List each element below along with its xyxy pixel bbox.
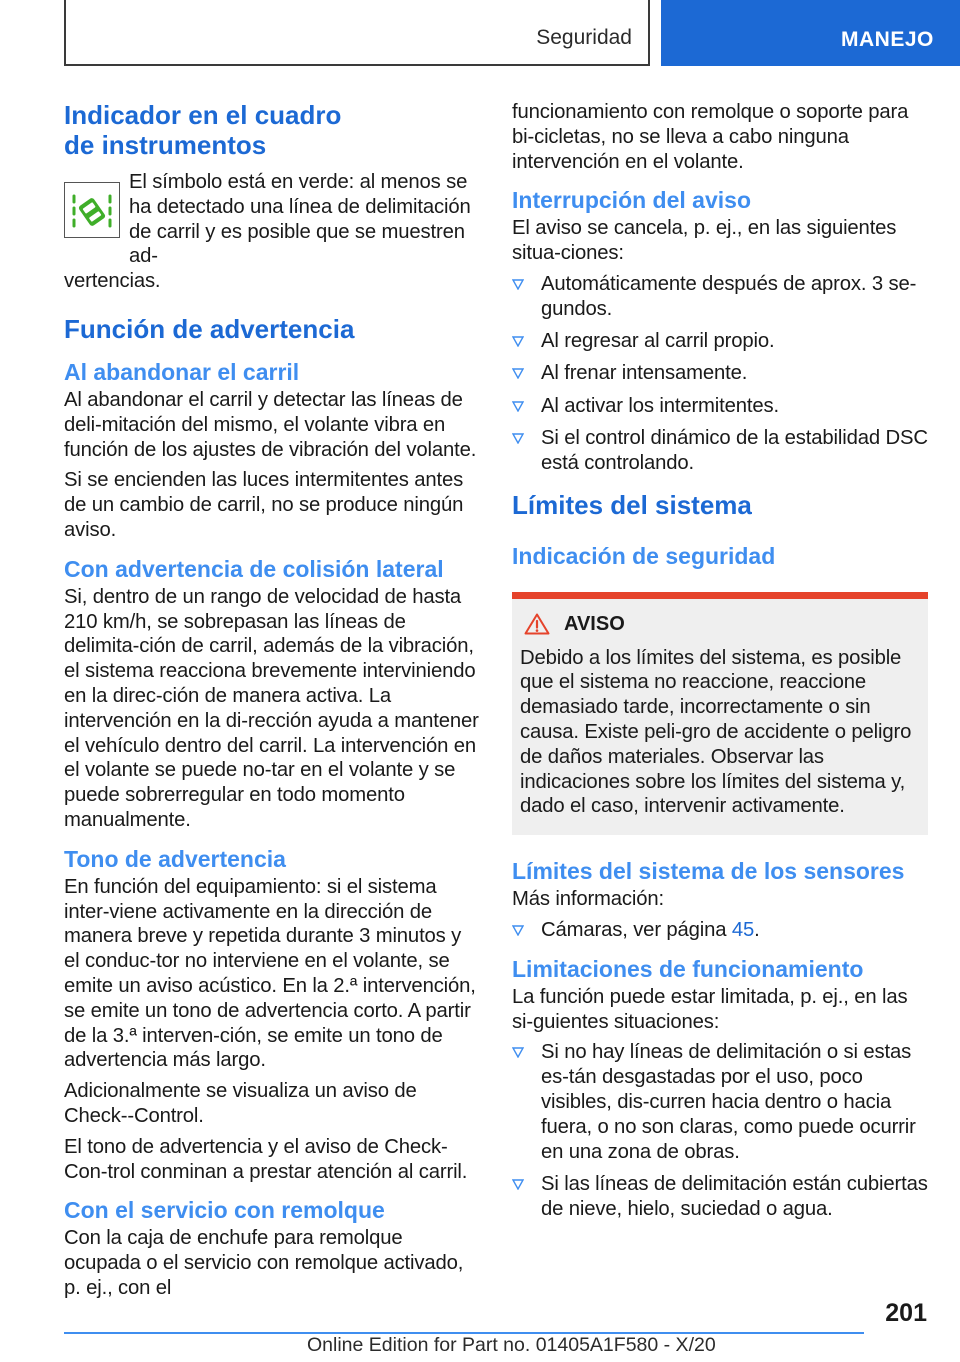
heading-indicador-line-1: Indicador en el cuadro (64, 100, 342, 130)
paragraph-limitaciones: La función puede estar limitada, p. ej., en las si-guientes situaciones: (512, 985, 908, 1033)
paragraph-sensores: Más información: (512, 888, 665, 911)
paragraph-tono-1: En función del equipamiento: si el sistema inter-viene activamente en la dirección de manera breve y repetida durante 3 minutos y el conduc-tor no interviene en el volante, se emite un aviso acústico. En la 2.ª intervención, se emite un tono de advertencia corto. A partir de la 3.ª interven-ción, se emite un tono de advertencia más largo. (64, 875, 476, 1072)
triangle-bullet-icon (512, 335, 524, 347)
warning-title-text: AVISO (564, 612, 625, 635)
triangle-bullet-icon (512, 1178, 524, 1190)
list-item-text: Si no hay líneas de delimitación o si estas es-tán desgastadas por el uso, poco visibles, dis-curren hacia dentro o hacia fuera, o no son claras, como puede ocurrir en una zona de obras. (541, 1041, 916, 1163)
triangle-bullet-icon (512, 924, 524, 936)
heading-funcion-advertencia: Función de advertencia (64, 313, 355, 344)
indicator-block (64, 170, 479, 294)
list-sensores (512, 918, 928, 943)
triangle-bullet-icon (512, 400, 524, 412)
list-item (512, 918, 928, 943)
list-item-text: Automáticamente después de aprox. 3 se-gundos. (541, 272, 917, 320)
heading-limites-sistema: Límites del sistema (512, 489, 752, 520)
paragraph-tono-2: Adicionalmente se visualiza un aviso de Check--Control. (64, 1080, 417, 1127)
paragraph-colision: Si, dentro de un rango de velocidad de hasta 210 km/h, se sobrepasan las líneas de delimita-ción de carril, además de la vibración, el sistema reacciona brevemente interviniendo en la direc-ción de manera activa. La intervención en la di-rección ayuda a mantener el vehículo dentro del carril. La intervención en el volante se puede no-tar en el volante y se puede sobrerregular en todo momento manualmente. (64, 585, 479, 831)
heading-limitaciones-funcionamiento: Limitaciones de funcionamiento (512, 955, 864, 982)
list-item (512, 272, 928, 322)
header-chapter-title: MANEJO (841, 28, 934, 51)
list-limitaciones (512, 1040, 928, 1221)
triangle-bullet-icon (512, 367, 524, 379)
list-item (512, 329, 928, 354)
page-link[interactable]: 45 (731, 918, 755, 941)
list-item (512, 1040, 928, 1164)
triangle-bullet-icon (512, 1046, 524, 1058)
heading-indicador (64, 100, 479, 160)
warning-text: Debido a los límites del sistema, es posible que el sistema no reaccione, reaccione demasiado tarde, incorrectamente o sin causa. Existe peli-gro de accidente o peligro de daños materiales. Observar las indicaciones sobre los límites del sistema y, dado el caso, intervenir activamente. (520, 646, 912, 818)
heading-limites-sensores: Límites del sistema de los sensores (512, 858, 905, 885)
warning-triangle-icon (524, 613, 550, 635)
list-item (512, 426, 928, 476)
heading-tono-advertencia: Tono de advertencia (64, 845, 286, 872)
lane-departure-icon (64, 182, 120, 238)
paragraph-tono-3: El tono de advertencia y el aviso de Check-Con-trol conminan a prestar atención al carril. (64, 1135, 468, 1183)
list-item-suffix: . (754, 918, 760, 941)
right-column (512, 100, 928, 1229)
list-item-text: Al regresar al carril propio. (541, 330, 775, 353)
warning-title (520, 613, 920, 636)
list-item (512, 1172, 928, 1222)
paragraph-remolque-continued: funcionamiento con remolque o soporte para bi-cicletas, no se lleva a cabo ninguna intervención en el volante. (512, 101, 909, 173)
list-item-text: Si el control dinámico de la estabilidad DSC está controlando. (541, 426, 928, 474)
header-section-box (64, 0, 650, 66)
indicator-description-tail: vertencias. (64, 270, 161, 293)
list-item (512, 394, 928, 419)
heading-abandonar-carril: Al abandonar el carril (64, 358, 300, 385)
heading-indicacion-seguridad: Indicación de seguridad (512, 542, 776, 569)
paragraph-remolque: Con la caja de enchufe para remolque ocupada o el servicio con remolque activado, p. ej., con el (64, 1227, 464, 1299)
triangle-bullet-icon (512, 432, 524, 444)
header-section-title: Seguridad (536, 26, 632, 49)
warning-box (512, 592, 928, 836)
list-item-text: Cámaras, ver página (541, 918, 732, 941)
page-header (0, 0, 960, 66)
heading-interrupcion-aviso: Interrupción del aviso (512, 187, 751, 214)
indicator-description: El símbolo está en verde: al menos se ha detectado una línea de delimitación de carril y es posible que se muestren ad- (129, 171, 471, 268)
paragraph-interrupcion: El aviso se cancela, p. ej., en las siguientes situa-ciones: (512, 217, 897, 265)
paragraph-abandonar-1: Al abandonar el carril y detectar las líneas de deli-mitación del mismo, el volante vibra en función de los ajustes de vibración del volante. (64, 388, 477, 461)
page-number: 201 (885, 1299, 927, 1327)
header-chapter-tab (661, 0, 960, 66)
list-item-text: Al activar los intermitentes. (541, 394, 779, 417)
left-column (64, 100, 479, 1307)
heading-indicador-line-2: de instrumentos (64, 130, 267, 160)
list-item (512, 361, 928, 386)
list-item-text: Si las líneas de delimitación están cubiertas de nieve, hielo, suciedad o agua. (541, 1172, 928, 1220)
list-interrupcion (512, 272, 928, 476)
triangle-bullet-icon (512, 278, 524, 290)
footer-edition: Online Edition for Part no. 01405A1F580 - X/20 (307, 1334, 716, 1356)
paragraph-abandonar-2: Si se encienden las luces intermitentes antes de un cambio de carril, no se produce ningún aviso. (64, 469, 464, 541)
heading-colision-lateral: Con advertencia de colisión lateral (64, 555, 444, 582)
list-item-text: Al frenar intensamente. (541, 362, 748, 385)
heading-servicio-remolque: Con el servicio con remolque (64, 1197, 385, 1224)
